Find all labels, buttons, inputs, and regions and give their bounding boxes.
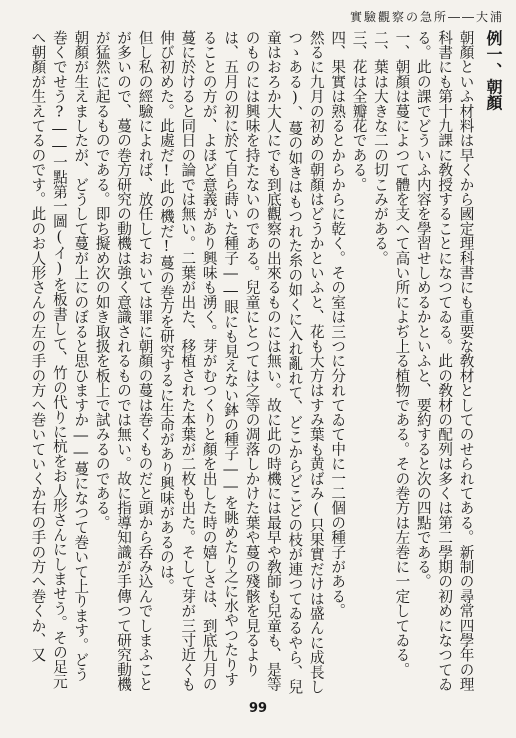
section-title: 例一、朝顏	[484, 30, 503, 111]
paragraph-intro: 朝顏といふ材料は早くから國定理科書にも重要な敎材としてのせられてある。新制の尋常四學年の理科書にも第十九課に敎授することになつてゐる。此の敎材の配列は多くは第二學期の初めになつてゐる。此の課でどういふ内容を學習せしめるかといふと、要約すると次の四點である。	[414, 30, 475, 692]
paragraph-september: 然るに九月の初めの朝顏はどうかといふと、花も大方はすみ葉も黄ばみ(只果實だけは盛んに成長しつゝある)、蔓の如きはもつれた糸の如くに入れ亂れて、どこからどこどの枝が連つてゐるやら、兒童はおろか大人にでも到底觀察の出來るものには無い。故に此の時機には最早や敎師も兒童も、是等のものには興味を持たないのである。兒童にとつては之等の凋落しかけた葉や蔓の殘骸を見るよりは、五月の初に於て自ら蒔いた種子――眼にも見えない鉢の種子――を眺めたり之に水やつたりすることの方が、よほど意義があり興味も湧く。芽がむつくりと顏を出した時の嬉しさは、到底九月の蔓に於けると同日の論では無い。二葉が出た、移植された本葉が二枚も出た。そして芽が三寸近くも伸び初めた。此處だ!此の機だ!蔓の巻方を研究するに生命があり興味があるのは。	[157, 30, 325, 694]
paragraph-experience: 但し私の經驗によれば、放任しておいては罪に朝顏の蔓は巻くものだと頭から呑み込んでしまふことが多いので、蔓の巻方研究の動機は強く意識されるものでは無い。故に指導知識が手傳つて研究動機が猛然に起るものである。即ち擬め次の如き取扱を板上で試みるのである。	[93, 30, 154, 692]
point-one: 一、朝顏は蔓によつて體を支へて高い所によぢ上る植物である。その巻方は左巻に一定してゐる。	[393, 30, 411, 677]
point-two: 二、葉は大きな二の切こみがある。	[371, 30, 389, 266]
point-four: 四、果實は熟るとからからに乾く。その室は三つに分れてゐて中に一二個の種子がある。	[329, 30, 347, 618]
page-number: 99	[248, 701, 268, 716]
body-text	[14, 30, 504, 694]
paragraph-dialogue: 朝顏が生えましたが、どうして蔓が上にのぼると思ひますか――蔓になつて巻いて上ります。どう巻くでせう?――一點第一圖(イ)を板書して、竹の代りに杭をお人形さんにしませう。その足元へ朝顏が生えてるのです。此のお人形さんの左の手の方へ巻いていくか右の手の方へ巻くか、又	[29, 30, 90, 689]
point-three: 三、花は全瓣花である。	[350, 30, 368, 192]
running-head: 實驗觀察の急所――大浦	[349, 10, 504, 24]
